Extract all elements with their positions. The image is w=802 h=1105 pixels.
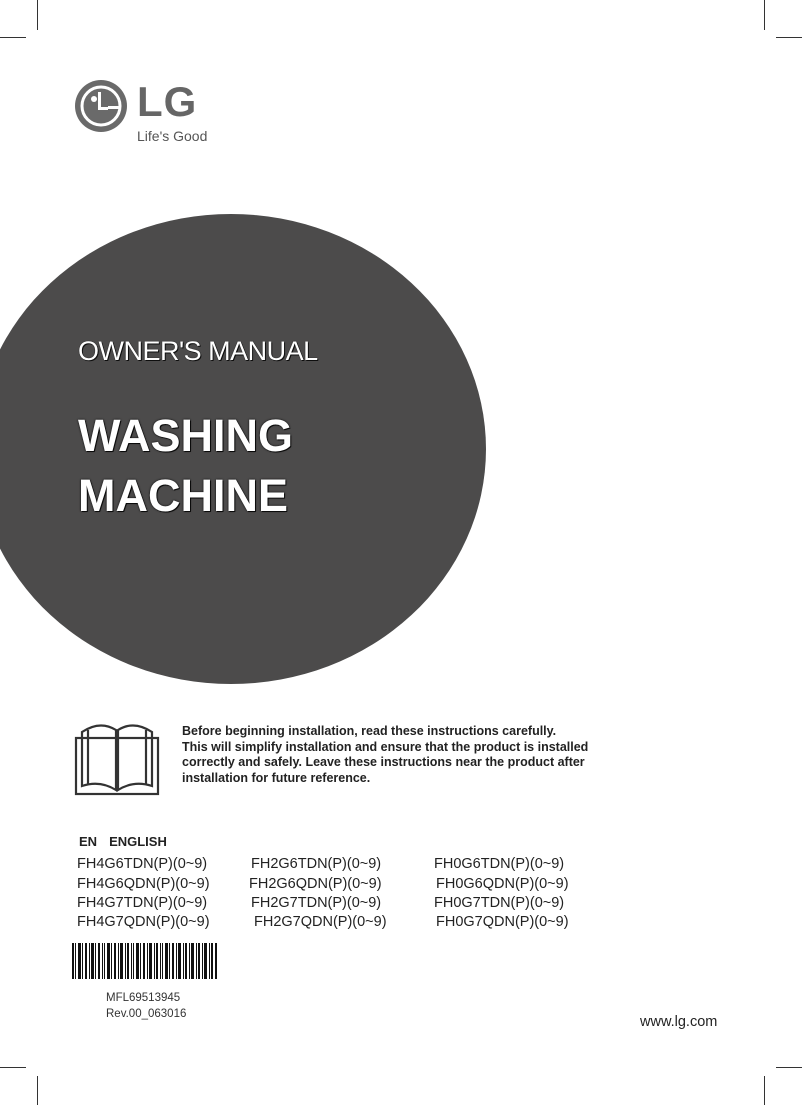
model-number: FH2G7QDN(P)(0~9) <box>254 914 387 930</box>
document-code: MFL69513945 <box>106 992 181 1004</box>
model-number: FH4G6QDN(P)(0~9) <box>77 876 210 892</box>
language-code: EN <box>79 834 98 849</box>
model-number: FH4G7TDN(P)(0~9) <box>77 895 208 911</box>
model-number: FH2G6TDN(P)(0~9) <box>251 856 382 872</box>
lg-logo <box>75 80 215 150</box>
language-label <box>79 834 179 849</box>
crop-mark <box>764 0 765 30</box>
language-name: ENGLISH <box>109 834 167 849</box>
product-title-line2: MACHINE <box>78 470 288 521</box>
crop-mark <box>776 37 802 38</box>
crop-mark <box>0 1067 26 1068</box>
notice-line: This will simplify installation and ensure that the product is installed <box>182 739 589 754</box>
installation-notice <box>182 724 652 786</box>
document-type-title: OWNER'S MANUAL <box>78 336 318 366</box>
crop-mark <box>37 1076 38 1105</box>
open-book-icon <box>74 716 160 796</box>
notice-line: correctly and safely. Leave these instructions near the product after <box>182 755 585 769</box>
crop-mark <box>776 1067 802 1068</box>
model-number: FH0G6TDN(P)(0~9) <box>434 856 565 872</box>
brand-tagline: Life's Good <box>137 128 208 144</box>
model-number: FH0G7TDN(P)(0~9) <box>434 895 565 911</box>
model-number: FH0G6QDN(P)(0~9) <box>436 876 569 892</box>
model-number: FH4G7QDN(P)(0~9) <box>77 914 210 930</box>
crop-mark <box>37 0 38 30</box>
model-number: FH2G6QDN(P)(0~9) <box>249 876 382 892</box>
product-title-line1: WASHING <box>78 410 294 461</box>
notice-line: Before beginning installation, read these instructions carefully. <box>182 724 557 738</box>
crop-mark <box>0 37 26 38</box>
model-number: FH0G7QDN(P)(0~9) <box>436 914 569 930</box>
model-number: FH2G7TDN(P)(0~9) <box>251 895 382 911</box>
crop-mark <box>764 1076 765 1105</box>
website-link[interactable]: www.lg.com <box>640 1014 718 1030</box>
revision-code: Rev.00_063016 <box>106 1008 187 1020</box>
barcode <box>72 943 217 979</box>
brand-name: LG <box>137 78 198 125</box>
lg-face-icon <box>75 80 127 132</box>
notice-line: installation for future reference. <box>182 770 371 785</box>
model-number: FH4G6TDN(P)(0~9) <box>77 856 208 872</box>
